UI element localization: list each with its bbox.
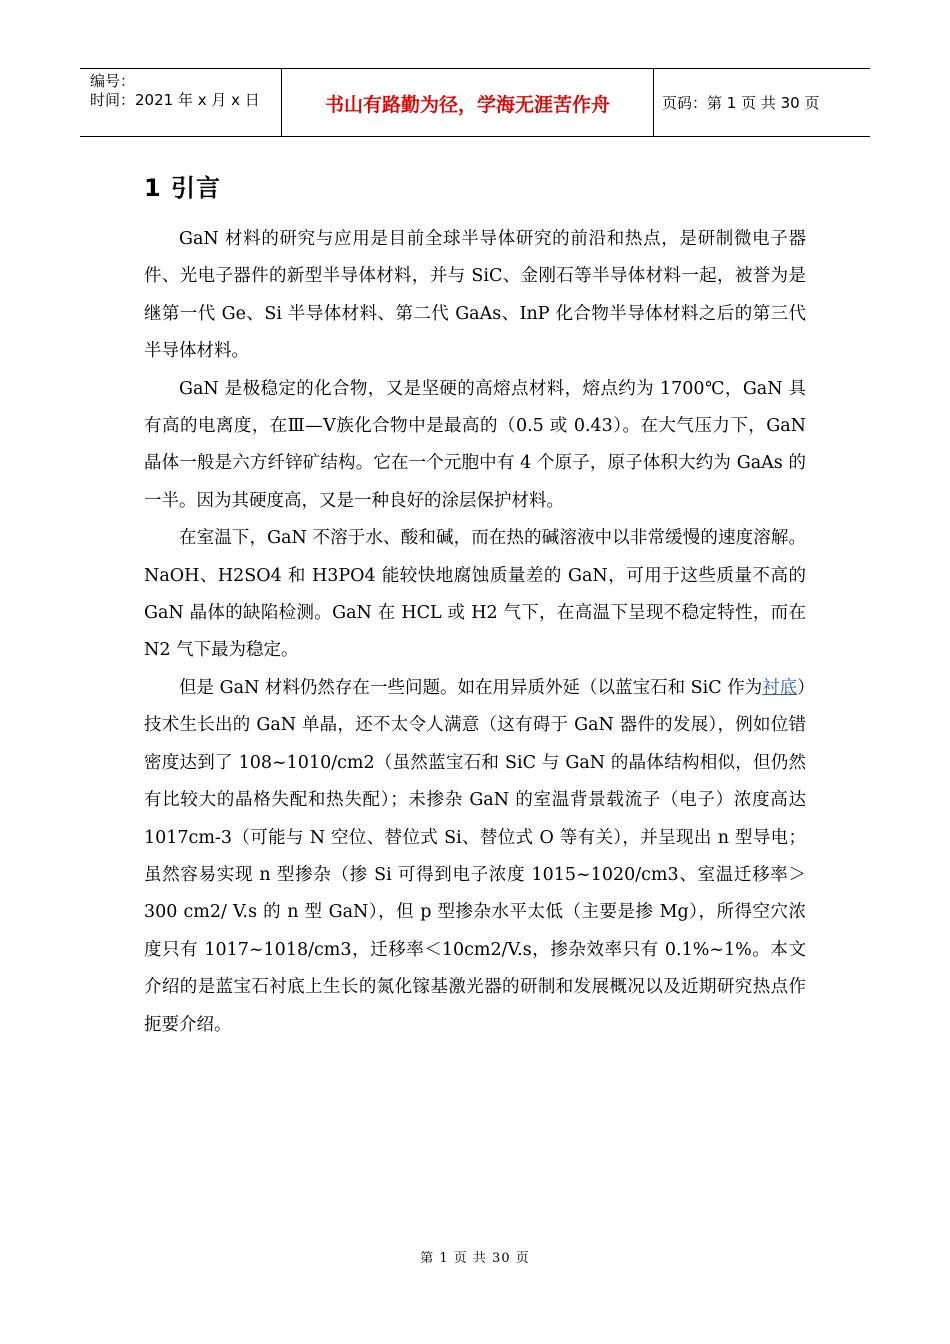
paragraph <box>144 670 806 1044</box>
document-header <box>80 68 870 137</box>
time-label: 时间：2021 年 x 月 x 日 <box>90 91 260 109</box>
header-motto: 书山有路勤为径，学海无涯苦作舟 <box>281 69 654 136</box>
paragraph: GaN 是极稳定的化合物，又是坚硬的高熔点材料，熔点约为 1700℃，GaN 具有高的电离度，在Ⅲ—Ⅴ族化合物中是最高的（0.5 或 0.43）。在大气压力下，GaN 晶体一般是六方纤锌矿结构。它在一个元胞中有 4 个原子，原子体积大约为 GaAs 的一半。因为其硬度高，又是一种良好的涂层保护材料。 <box>144 378 806 511</box>
substrate-link[interactable]: 衬底 <box>762 677 798 698</box>
paragraph-text: ）技术生长出的 GaN 单晶，还不太令人满意（这有碍于 GaN 器件的发展），例如位错密度达到了 108~1010/cm2（虽然蓝宝石和 SiC 与 GaN 的晶体结构相似，但仍然有比较大的晶格失配和热失配）；未掺杂 GaN 的室温背景载流子（电子）浓度高达 1017cm-3（可能与 N 空位、替位式 Si、替位式 O 等有关），并呈现出 n 型导电；虽然容易实现 n 型掺杂（掺 Si 可得到电子浓度 1015~1020/cm3、室温迁移率＞300 cm2/ V.s 的 n 型 GaN），但 p 型掺杂水平太低（主要是掺 Mg），所得空穴浓度只有 1017~1018/cm3，迁移率＜10cm2/V.s，掺杂效率只有 0.1%~1%。本文介绍的是蓝宝石衬底上生长的氮化镓基激光器的研制和发展概况以及近期研究热点作扼要介绍。 <box>144 677 807 1035</box>
header-page-info: 页码：第 1 页 共 30 页 <box>662 94 820 112</box>
paragraph-text: 但是 GaN 材料仍然存在一些问题。如在用异质外延（以蓝宝石和 SiC 作为 <box>179 677 763 698</box>
number-label: 编号： <box>90 72 136 90</box>
section-heading: 1 引言 <box>144 174 222 202</box>
page-footer: 第 1 页 共 30 页 <box>420 1251 530 1266</box>
body-text <box>144 221 806 1044</box>
paragraph: 在室温下，GaN 不溶于水、酸和碱，而在热的碱溶液中以非常缓慢的速度溶解。NaOH、H2SO4 和 H3PO4 能较快地腐蚀质量差的 GaN，可用于这些质量不高的 GaN 晶体的缺陷检测。GaN 在 HCL 或 H2 气下，在高温下呈现不稳定特性，而在 N2 气下最为稳定。 <box>144 528 806 661</box>
paragraph: GaN 材料的研究与应用是目前全球半导体研究的前沿和热点，是研制微电子器件、光电子器件的新型半导体材料，并与 SiC、金刚石等半导体材料一起，被誉为是继第一代 Ge、Si 半导体材料、第二代 GaAs、InP 化合物半导体材料之后的第三代半导体材料。 <box>144 229 806 362</box>
header-meta <box>80 69 281 136</box>
